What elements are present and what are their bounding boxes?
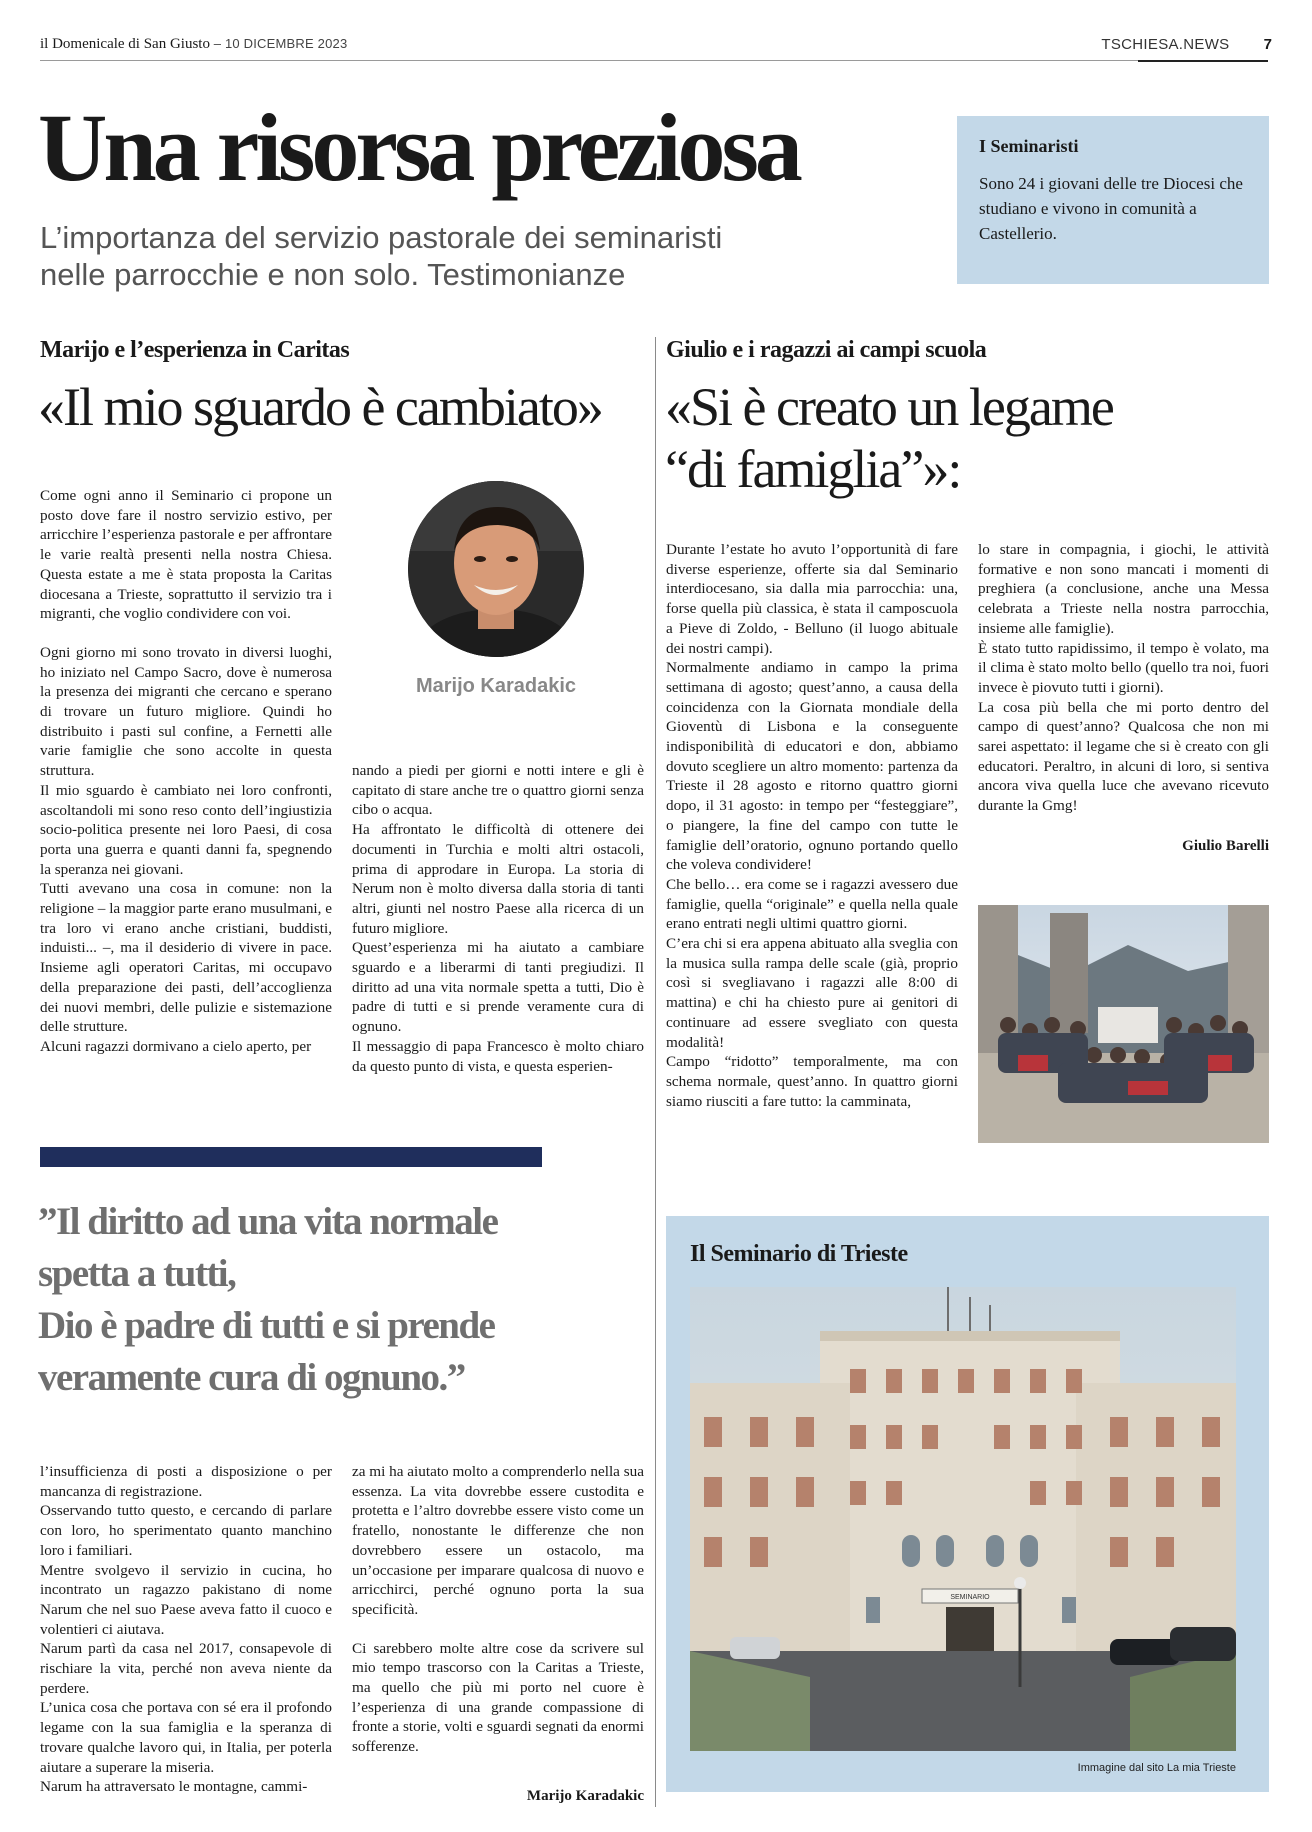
quote-line: ”Il diritto ad una vita normale (38, 1200, 498, 1243)
marijo-col1 (40, 486, 332, 1057)
quote-line: spetta a tutti, (38, 1252, 236, 1295)
headline-line: “di famiglia”»: (665, 439, 961, 499)
page-number: 7 (1263, 36, 1272, 53)
marijo-col3 (40, 1462, 332, 1797)
paragraph: Il messaggio di papa Francesco è molto chiaro da questo punto di vista, e questa esperien- (352, 1037, 644, 1075)
marijo-signature: Marijo Karadakic (526, 1788, 644, 1804)
seminario-building-image (690, 1287, 1236, 1751)
paragraph: La cosa più bella che mi porto dentro del campo di quest’anno? Qualcosa che non mi sarei aspettato: il legame che si è creato con gli educatori. Peraltro, in alcuni di loro, si sentiva ancora viva quella luce che avevano ricevuto durante la Gmg! (978, 698, 1269, 815)
quote-line: veramente cura di ognuno.” (38, 1356, 465, 1399)
giulio-signature: Giulio Barelli (1182, 838, 1269, 854)
subtitle-line: nelle parrocchie e non solo. Testimonianze (40, 257, 626, 292)
paragraph: Che bello… era come se i ragazzi avessero due famiglie, quella “originale” e quella nella quale erano entrati negli ultimi quattro giorni. (666, 875, 958, 933)
site-link[interactable]: TSCHIESA.NEWS (1101, 36, 1230, 53)
paragraph: L’unica cosa che portava con sé era il profondo legame con la sua famiglia e la speranza di trovare qualche lavoro qui, in Italia, per poterla aiutare a superare la miseria. (40, 1699, 332, 1776)
paragraph: Mentre svolgevo il servizio in cucina, ho incontrato un ragazzo pakistano di nome Narum che nel suo Paese aveva fatto il cuoco e volentieri ci aiutava. (40, 1561, 332, 1638)
infobox-body: Sono 24 i giovani delle tre Diocesi che studiano e vivono in comunità a Castellerio. (979, 174, 1243, 243)
quote-line: Dio è padre di tutti e si prende (38, 1304, 495, 1347)
seminaristi-infobox (957, 116, 1269, 284)
marijo-portrait (408, 481, 584, 657)
issue-date: – 10 DICEMBRE 2023 (213, 36, 348, 51)
building-banner-text: SEMINARIO (950, 1594, 990, 1601)
marijo-col2 (352, 761, 644, 1076)
running-header-left (40, 36, 347, 53)
page-subtitle (40, 219, 780, 293)
paragraph: lo stare in compagnia, i giochi, le attività formative e non sono mancati i momenti di preghiera (a conclusione, anche una Messa celebrata a Trieste nella nostra parrocchia, insieme alle famiglie). (978, 541, 1269, 637)
paragraph: Ha affrontato le difficoltà di ottenere dei documenti in Turchia e molti altri ostacoli, prima di approdare in Europa. La storia di Nerum non è molto diversa dalla storia di tanti altri, giunti nel nostro Paese alla ricerca di un futuro migliore. (352, 821, 644, 937)
page-title: Una risorsa preziosa (38, 94, 799, 201)
photo-credit: Immagine dal sito La mia Trieste (1077, 1762, 1236, 1774)
paragraph: za mi ha aiutato molto a comprenderlo nella sua essenza. La vita dovrebbe essere custodita e protetta e l’altro dovrebbe essere visto come un fratello, nonostante le differenze che non dovrebbero essere un ostacolo, ma un’occasione per imparare qualcosa di nuovo e arricchirci, perché ognuno porta la sua specificità. (352, 1463, 644, 1618)
header-rule (40, 60, 1268, 61)
column-divider (655, 337, 656, 1807)
paragraph: Campo “ridotto” temporalmente, ma con schema normale, quest’anno. In quattro giorni siamo riusciti a fare tutto: la camminata, (666, 1053, 958, 1110)
paragraph: Il mio sguardo è cambiato nei loro confronti, ascoltandoli mi sono reso conto dell’ingiustizia socio-politica presente nei loro Paesi, di cosa porta una guerra e quanti danni fa, spegnendo la speranza nei giovani. (40, 781, 332, 878)
paragraph: Narum ha attraversato le montagne, cammi- (40, 1778, 308, 1796)
campo-scuola-photo (978, 905, 1269, 1143)
paragraph: Ci sarebbero molte altre cose da scrivere sul mio tempo trascorso con la Caritas a Trieste, ma quello che più mi porto nel cuore è l’esperienza di una grande compassione di fronte a storie, volti e sguardi segnati da enormi sofferenze. (352, 1639, 644, 1756)
paragraph: Come ogni anno il Seminario ci propone un posto dove fare il nostro servizio estivo, per arricchire l’esperienza pastorale e per affrontare le varie realtà presenti nella nostra Chiesa. Questa estate a me è stata proposta la Caritas diocesana a Trieste, soprattutto il servizio tra i migranti, che voglio condividere con voi. (40, 487, 332, 623)
paragraph: Durante l’estate ho avuto l’opportunità di fare diverse esperienze, offerte sia dal Seminario interdiocesano, sia dalla mia parrocchia: una, forse quella più classica, è stata il camposcuola a Pieve di Zoldo, - Belluno (il luogo abituale dei nostri campi). (666, 541, 958, 657)
giulio-col1 (666, 540, 958, 1111)
subtitle-line: L’importanza del servizio pastorale dei seminaristi (40, 220, 723, 255)
group-photo-image (978, 905, 1269, 1143)
paragraph: Alcuni ragazzi dormivano a cielo aperto, per (40, 1037, 312, 1055)
marijo-headline: «Il mio sguardo è cambiato» (38, 377, 602, 437)
giulio-col2 (978, 540, 1269, 816)
paragraph: Quest’esperienza mi ha aiutato a cambiare sguardo e a liberarmi di tanti pregiudizi. Il diritto ad una vita normale spetta a tutti, Dio è padre di tutti e si prende veramente cura di ognuno. (352, 939, 644, 1036)
paragraph: Narum partì da casa nel 2017, consapevole di rischiare la vita, perché non aveva niente da perdere. (40, 1640, 332, 1697)
header-rule-accent (1138, 60, 1268, 62)
paragraph: Normalmente andiamo in campo la prima settimana di agosto; quest’anno, a causa della coincidenza con la Giornata mondiale della Gioventù di Lisbona e la conseguente indisponibilità di educatori e don, abbiamo dovuto scegliere un altro momento: partenza da Trieste il 28 agosto e ritorno quattro giorni dopo, il 31 agosto: in tempo per “festeggiare”, o piangere, la fine del campo con tutte le famiglie dell’oratorio, ognuno portando quello che voleva condividere! (666, 659, 958, 874)
paragraph: Ogni giorno mi sono trovato in diversi luoghi, ho iniziato nel Campo Sacro, dove è numerosa la presenza dei migranti che cercano e sperano di trovare un futuro migliore. Quindi ho distribuito i pasti sul confine, a Fernetti alle varie famiglie che sono accolte in questa struttura. (40, 643, 332, 780)
paragraph: C’era chi si era appena abituato alla sveglia con la musica sulla rampa delle scale (già, proprio così si svegliavano i ragazzi alle 8:00 di mattina) e chi ha chiesto pure ai genitori di continuare ad essere svegliato con questa modalità! (666, 935, 958, 1051)
seminario-title: Il Seminario di Trieste (690, 1241, 908, 1267)
portrait-image (408, 481, 584, 657)
paragraph: l’insufficienza di posti a disposizione o per mancanza di registrazione. (40, 1463, 332, 1500)
paragraph: Tutti avevano una cosa in comune: non la religione – la maggior parte erano musulmani, e tra loro vi erano anche cristiani, buddisti, induisti... –, ma il desiderio di vivere in pace. Insieme agli operatori Caritas, mi occupavo della preparazione dei pasti, dell’accoglienza dei nuovi membri, delle pulizie e sistemazione delle strutture. (40, 880, 332, 1036)
pull-quote (38, 1196, 638, 1404)
paper-name: il Domenicale di San Giusto (40, 36, 210, 52)
seminario-photo (690, 1287, 1236, 1751)
marijo-kicker: Marijo e l’esperienza in Caritas (40, 337, 350, 363)
portrait-caption: Marijo Karadakic (415, 675, 577, 697)
giulio-headline (665, 376, 1265, 500)
headline-line: «Si è creato un legame (665, 377, 1113, 437)
paragraph: nando a piedi per giorni e notti intere e gli è capitato di stare anche tre o quattro giorni senza cibo o acqua. (352, 762, 644, 819)
paragraph: È stato tutto rapidissimo, il tempo è volato, ma il clima è stato molto bello (quello tra noi, fuori invece è piovuto tutti i giorni). (978, 639, 1269, 696)
marijo-col4 (352, 1462, 644, 1757)
paragraph: Osservando tutto questo, e cercando di parlare con loro, ho sperimentato quanto manchino loro i familiari. (40, 1502, 332, 1559)
running-header-right (1101, 36, 1272, 53)
infobox-title: I Seminaristi (979, 136, 1079, 156)
giulio-kicker: Giulio e i ragazzi ai campi scuola (666, 337, 987, 363)
decorative-bar (40, 1147, 542, 1167)
